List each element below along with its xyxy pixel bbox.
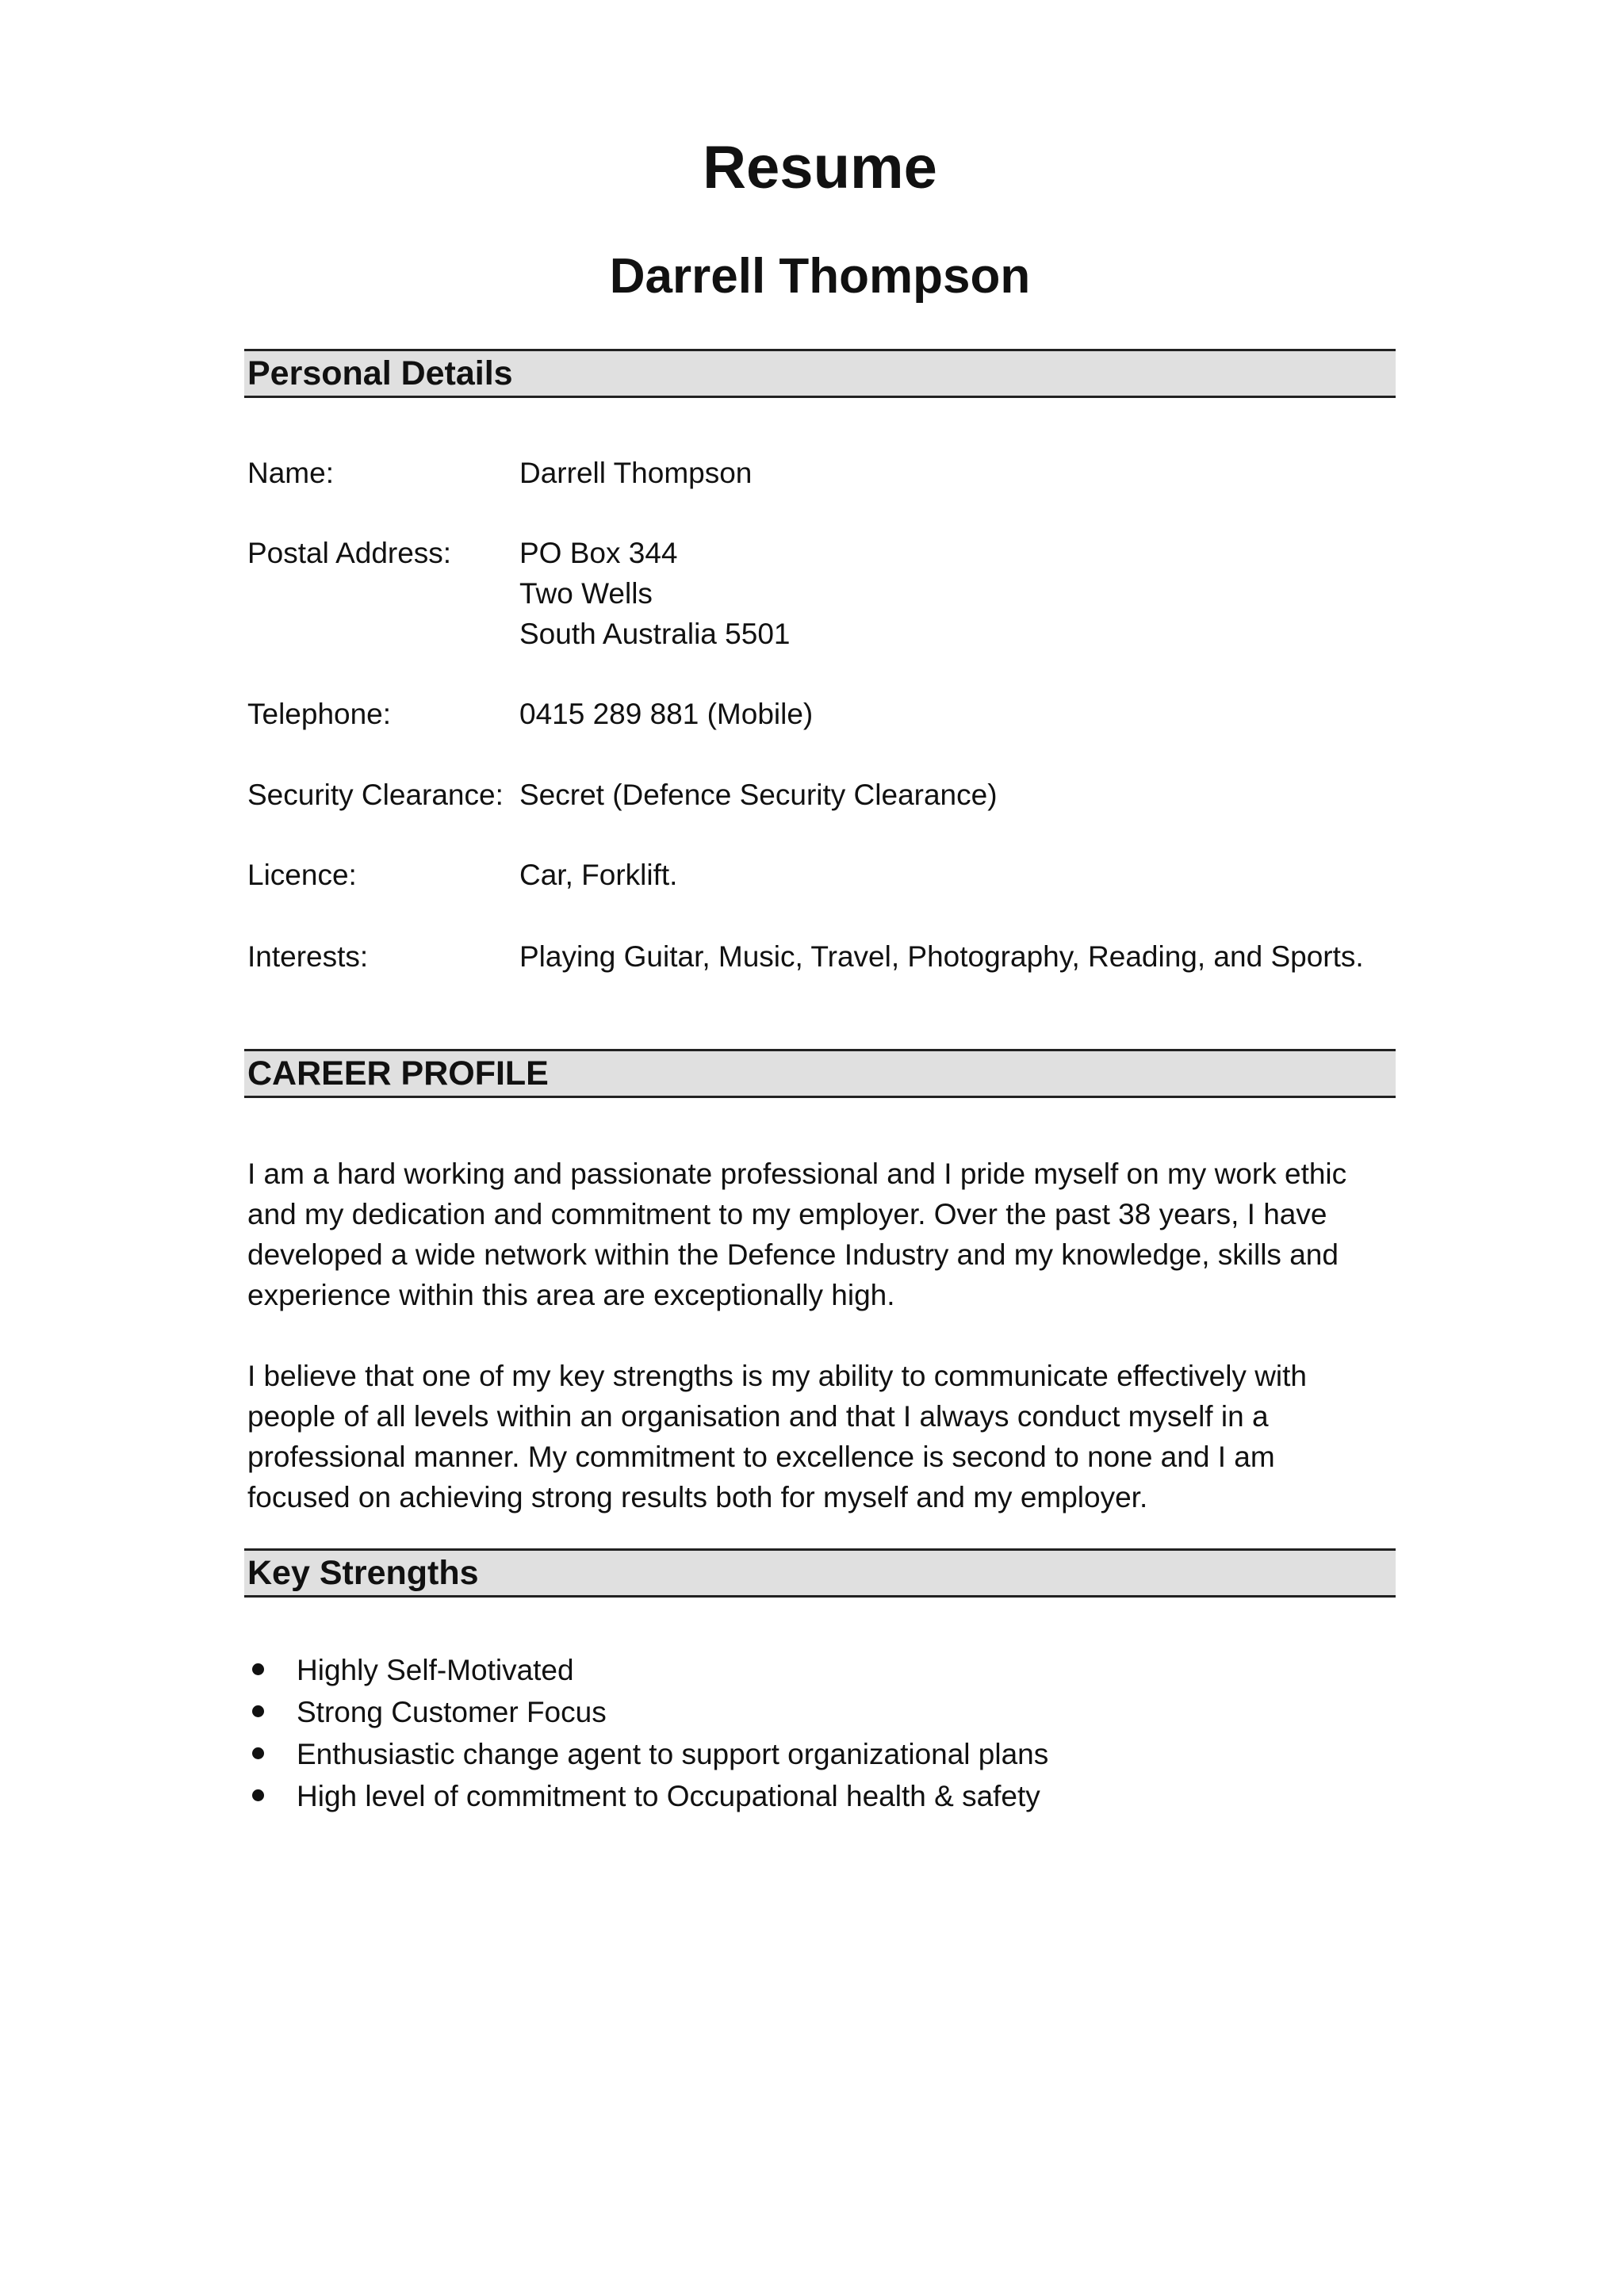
name-label: Name:	[247, 457, 334, 489]
telephone-value: 0415 289 881 (Mobile)	[519, 698, 814, 730]
strength-text: Enthusiastic change agent to support organizational plans	[297, 1738, 1049, 1770]
list-item	[247, 1649, 1048, 1691]
paragraph-line: experience within this area are exceptionally high.	[247, 1279, 895, 1311]
postal-address-label: Postal Address:	[247, 537, 452, 569]
career-paragraph-1	[247, 1154, 1397, 1315]
postal-address-value	[519, 533, 790, 654]
document-title: Resume	[703, 134, 937, 201]
personal-details-header: Personal Details	[244, 349, 1396, 398]
bullet-icon	[252, 1705, 264, 1717]
list-item	[247, 1775, 1048, 1817]
interests-text: Playing Guitar, Music, Travel, Photography, Reading, and Sports.	[519, 940, 1364, 973]
interests-value	[519, 936, 1364, 977]
bullet-icon	[252, 1663, 264, 1675]
interests-label: Interests:	[247, 940, 369, 973]
candidate-name-heading: Darrell Thompson	[609, 249, 1031, 304]
bullet-icon	[252, 1789, 264, 1801]
paragraph-line: professional manner. My commitment to excellence is second to none and I am	[247, 1441, 1275, 1473]
paragraph-line: I am a hard working and passionate professional and I pride myself on my work ethic	[247, 1158, 1347, 1190]
paragraph-line: people of all levels within an organisation and that I always conduct myself in a	[247, 1400, 1269, 1433]
strength-text: High level of commitment to Occupational health & safety	[297, 1780, 1040, 1812]
postal-line: PO Box 344	[519, 537, 678, 569]
key-strengths-list	[247, 1649, 1048, 1817]
career-paragraph-2	[247, 1356, 1397, 1517]
paragraph-line: I believe that one of my key strengths is my ability to communicate effectively with	[247, 1360, 1308, 1392]
strength-text: Highly Self-Motivated	[297, 1654, 574, 1686]
licence-label: Licence:	[247, 859, 357, 891]
strength-text: Strong Customer Focus	[297, 1696, 607, 1728]
list-item	[247, 1691, 1048, 1733]
security-clearance-label: Security Clearance:	[247, 779, 504, 811]
key-strengths-header: Key Strengths	[244, 1548, 1396, 1598]
security-clearance-value: Secret (Defence Security Clearance)	[519, 779, 998, 811]
career-profile-header: CAREER PROFILE	[244, 1049, 1396, 1098]
paragraph-line: focused on achieving strong results both for myself and my employer.	[247, 1481, 1148, 1513]
bullet-icon	[252, 1747, 264, 1759]
postal-line: Two Wells	[519, 577, 653, 610]
paragraph-line: and my dedication and commitment to my employer. Over the past 38 years, I have	[247, 1198, 1327, 1230]
postal-line: South Australia 5501	[519, 618, 791, 650]
telephone-label: Telephone:	[247, 698, 392, 730]
list-item	[247, 1733, 1048, 1775]
paragraph-line: developed a wide network within the Defence Industry and my knowledge, skills and	[247, 1238, 1339, 1271]
licence-value: Car, Forklift.	[519, 859, 678, 891]
name-value: Darrell Thompson	[519, 457, 753, 489]
